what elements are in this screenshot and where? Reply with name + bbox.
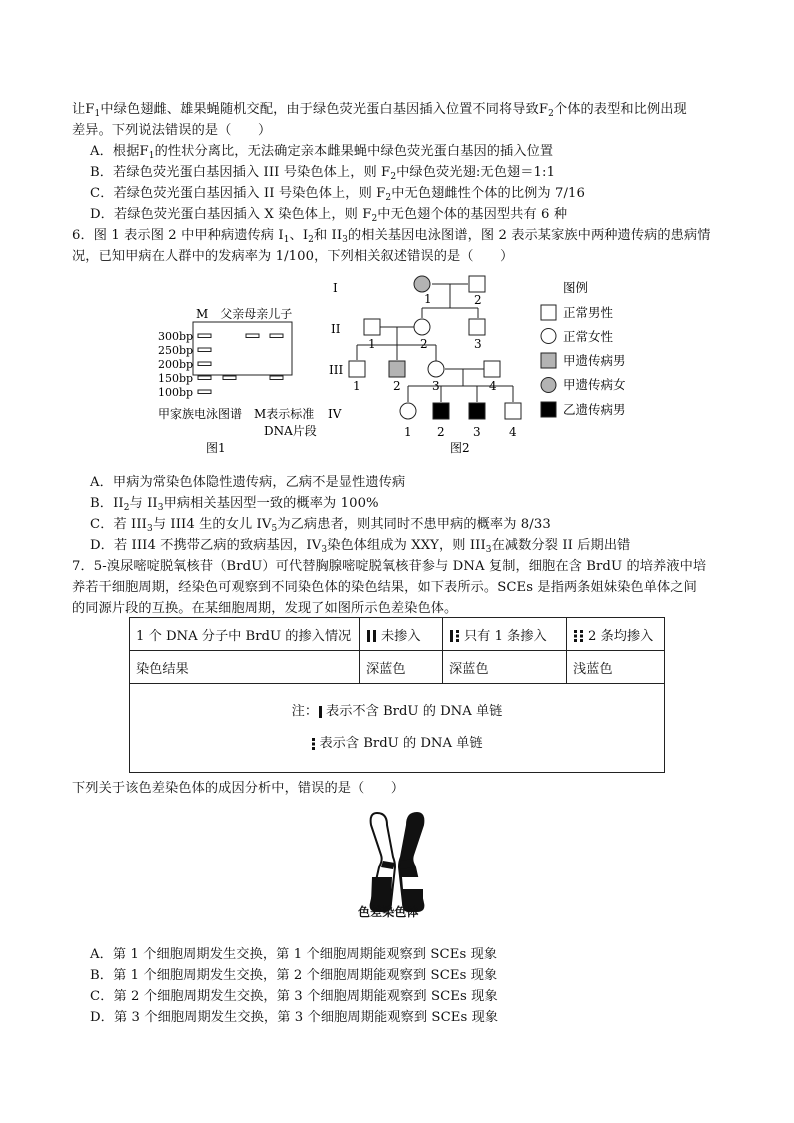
legend-label: 乙遗传病男 (563, 402, 626, 417)
q7-stem-line2: 养若干细胞周期，经染色可观察到不同染色体的染色结果，如下表所示。SCEs 是指两条姐妹染色单体之间 (72, 580, 697, 595)
subscript: 2 (123, 503, 130, 513)
table-row (130, 684, 665, 773)
q7-option-a: A．第 1 个细胞周期发生交换，第 1 个细胞周期能观察到 SCEs 现象 (90, 947, 498, 962)
pedigree-IV1-normal-female (400, 403, 416, 419)
q6-text: 、I (289, 228, 309, 243)
subscript: 5 (271, 524, 278, 534)
gel-band-son (270, 334, 283, 338)
q5-stem-line1 (72, 98, 687, 119)
table-header-cell (443, 618, 567, 651)
q5-text: 中无色翅个体的基因型共有 6 种 (377, 207, 568, 222)
pedigree-IV3-yi-male (469, 403, 485, 419)
table-cell: 浅蓝色 (567, 651, 665, 684)
q5-text: D．若绿色荧光蛋白基因插入 X 染色体上，则 F (90, 207, 372, 222)
table-header-cell (360, 618, 443, 651)
subscript: 3 (321, 545, 328, 555)
legend-label: 甲遗传病男 (563, 353, 626, 368)
pedigree-num: 1 (368, 337, 376, 351)
pedigree-II2-normal-female (414, 319, 430, 335)
table-row (130, 618, 665, 651)
q5-text: B．若绿色荧光蛋白基因插入 III 号染色体上，则 F (90, 165, 391, 180)
note-line (130, 728, 664, 760)
pedigree-num: 1 (353, 379, 361, 393)
pedigree-num: 3 (474, 337, 482, 351)
fig1-caption: DNA片段 (264, 424, 317, 438)
table-note (130, 684, 665, 773)
subscript: 3 (485, 545, 492, 555)
pedigree-II1-normal-male (364, 319, 380, 335)
q6-option-d (90, 534, 630, 555)
fig2-title: 图2 (450, 441, 470, 455)
unlabeled-strand-icon (318, 705, 323, 719)
q5-text: 中绿色荧光翅:无色翅＝1:1 (396, 165, 556, 180)
q6-text: 与 III4 生的女儿 IV (152, 517, 272, 532)
q5-text: 的性状分离比，无法确定亲本雌果蝇中绿色荧光蛋白基因的插入位置 (154, 144, 554, 159)
subscript: 2 (385, 193, 392, 203)
q5-text: 中无色翅雌性个体的比例为 7/16 (391, 186, 585, 201)
gel-band-father (223, 376, 236, 380)
legend-jia-male-icon (541, 353, 556, 368)
subscript: 3 (157, 503, 164, 513)
q5-stem-line2: 差异。下列说法错误的是（ ） (72, 123, 272, 138)
gel-band-marker (198, 390, 211, 394)
q5-option-b (90, 161, 555, 182)
table-cell: 染色结果 (130, 651, 360, 684)
q6-text: 在减数分裂 II 后期出错 (491, 538, 631, 553)
double-strand-unlabeled-icon (366, 629, 378, 643)
pedigree-num: 2 (393, 379, 401, 393)
fig1-title: 图1 (206, 441, 226, 455)
fig1-header: M 父亲母亲儿子 (196, 307, 293, 321)
pedigree-II3-normal-male (469, 319, 485, 335)
q6-stem-line1 (72, 224, 711, 245)
note-line (130, 696, 664, 728)
q6-option-b (90, 492, 379, 513)
legend-label: 正常女性 (563, 329, 614, 344)
generation-label: I (333, 281, 338, 295)
q6-text: 的相关基因电泳图谱，图 2 表示某家族中两种遗传病的患病情 (348, 228, 711, 243)
pedigree-I2-normal-male (469, 276, 485, 292)
pedigree-III3-normal-female (428, 361, 444, 377)
note-text: 注： (291, 704, 319, 719)
table-row (130, 651, 665, 684)
legend-normal-male-icon (541, 305, 556, 320)
gel-band-son (270, 376, 283, 380)
chromosome-figure-label: 色差染色体 (358, 905, 419, 919)
legend-normal-female-icon (541, 329, 556, 344)
bp-label: 100bp (158, 386, 194, 399)
fig1-caption: 甲家族电泳图谱 (158, 407, 243, 421)
q6-stem-line2: 况，已知甲病在人群中的发病率为 1/100，下列相关叙述错误的是（ ） (72, 249, 514, 264)
legend-label: 正常男性 (563, 305, 614, 320)
q7-option-b: B．第 1 个细胞周期发生交换，第 2 个细胞周期能观察到 SCEs 现象 (90, 968, 498, 983)
subscript: 2 (371, 214, 378, 224)
legend-jia-female-icon (541, 378, 556, 393)
bp-label: 300bp (158, 330, 194, 343)
q7-option-d: D．第 3 个细胞周期发生交换，第 3 个细胞周期能观察到 SCEs 现象 (90, 1010, 499, 1025)
q5-text: 让F (72, 102, 95, 117)
q6-text: B．II (90, 496, 124, 511)
q6-option-a: A．甲病为常染色体隐性遗传病，乙病不是显性遗传病 (90, 475, 406, 490)
legend-label: 甲遗传病女 (563, 377, 626, 392)
cell-text: 2 条均掺入 (588, 628, 654, 644)
generation-label: II (331, 322, 341, 336)
q5-text: 中绿色翅雌、雄果蝇随机交配，由于绿色荧光蛋白基因插入位置不同将导致F (100, 102, 549, 117)
q7-question: 下列关于该色差染色体的成因分析中，错误的是（ ） (72, 781, 405, 796)
pedigree-num: 2 (437, 425, 445, 439)
pedigree-IV2-yi-male (433, 403, 449, 419)
brdu-table (129, 617, 665, 773)
pedigree-I1-affected-female (414, 276, 430, 292)
q6-text: 甲病相关基因型一致的概率为 100% (163, 496, 379, 511)
q7-stem-line3: 的同源片段的互换。在某细胞周期，发现了如图所示色差染色体。 (72, 601, 458, 616)
table-header-cell (567, 618, 665, 651)
pedigree-num: 3 (473, 425, 481, 439)
subscript: 3 (342, 235, 348, 245)
generation-label: III (329, 363, 344, 377)
pedigree-num: 4 (489, 379, 497, 393)
q6-text: D．若 III4 不携带乙病的致病基因，IV (90, 538, 322, 553)
q6-text: 与 II (129, 496, 158, 511)
pedigree-num: 1 (404, 425, 412, 439)
q6-text: 染色体组成为 XXY，则 III (327, 538, 486, 553)
subscript: 2 (390, 172, 397, 182)
subscript: 1 (94, 109, 101, 119)
subscript: 2 (308, 235, 314, 245)
bp-label: 250bp (158, 344, 194, 357)
bp-label: 150bp (158, 372, 194, 385)
subscript: 3 (147, 524, 153, 534)
table-cell: 深蓝色 (360, 651, 443, 684)
pedigree-num: 1 (424, 292, 432, 306)
generation-label: IV (328, 407, 342, 421)
pedigree-III4-normal-male (484, 361, 500, 377)
gel-band-marker (198, 376, 211, 380)
fig1-caption: M表示标准 (254, 407, 315, 421)
pedigree-num: 4 (509, 425, 517, 439)
gel-band-mother (246, 334, 259, 338)
double-strand-both-labeled-icon (573, 629, 585, 643)
q6-text: 和 II (313, 228, 343, 243)
note-text: 表示含 BrdU 的 DNA 单链 (319, 736, 483, 751)
legend-title: 图例 (563, 280, 589, 295)
subscript: 1 (148, 151, 155, 161)
gel-band-marker (198, 334, 211, 338)
pedigree-num: 2 (474, 293, 482, 307)
subscript: 1 (283, 235, 290, 245)
table-cell: 深蓝色 (443, 651, 567, 684)
pedigree-IV4-normal-male (505, 403, 521, 419)
cell-text: 未掺入 (381, 628, 421, 644)
q6-option-c (90, 513, 551, 534)
q5-option-a (90, 140, 553, 161)
pedigree-num: 2 (420, 337, 428, 351)
table-header-cell: 1 个 DNA 分子中 BrdU 的掺入情况 (130, 618, 360, 651)
q5-text: C．若绿色荧光蛋白基因插入 II 号染色体上，则 F (90, 186, 386, 201)
q5-option-d (90, 203, 567, 224)
pedigree-III2-jia-male (389, 361, 405, 377)
subscript: 2 (548, 109, 554, 119)
bp-label: 200bp (158, 358, 194, 371)
double-strand-one-labeled-icon (449, 629, 461, 643)
exchanged-segment-right (402, 877, 423, 889)
gel-band-marker (198, 348, 211, 352)
q6-text: 6．图 1 表示图 2 中甲种病遗传病 I (72, 228, 284, 243)
q7-option-c: C．第 2 个细胞周期发生交换，第 3 个细胞周期能观察到 SCEs 现象 (90, 989, 498, 1004)
labeled-strand-icon (311, 737, 316, 751)
q5-text: A．根据F (90, 144, 149, 159)
q5-option-c (90, 182, 585, 203)
note-text: 表示不含 BrdU 的 DNA 单链 (326, 704, 503, 719)
gel-band-marker (198, 362, 211, 366)
q6-text: C．若 III (90, 517, 147, 532)
pedigree-III1-normal-male (349, 361, 365, 377)
pedigree-num: 3 (432, 379, 440, 393)
legend-yi-male-icon (541, 402, 556, 417)
q7-stem-line1: 7．5-溴尿嘧啶脱氧核苷（BrdU）可代替胸腺嘧啶脱氧核苷参与 DNA 复制，细胞在含 BrdU 的培养液中培 (72, 559, 707, 574)
q6-figures (0, 272, 794, 472)
cell-text: 只有 1 条掺入 (464, 628, 547, 644)
q5-text: 个体的表型和比例出现 (553, 102, 687, 117)
q6-text: 为乙病患者，则其同时不患甲病的概率为 8/33 (277, 517, 551, 532)
